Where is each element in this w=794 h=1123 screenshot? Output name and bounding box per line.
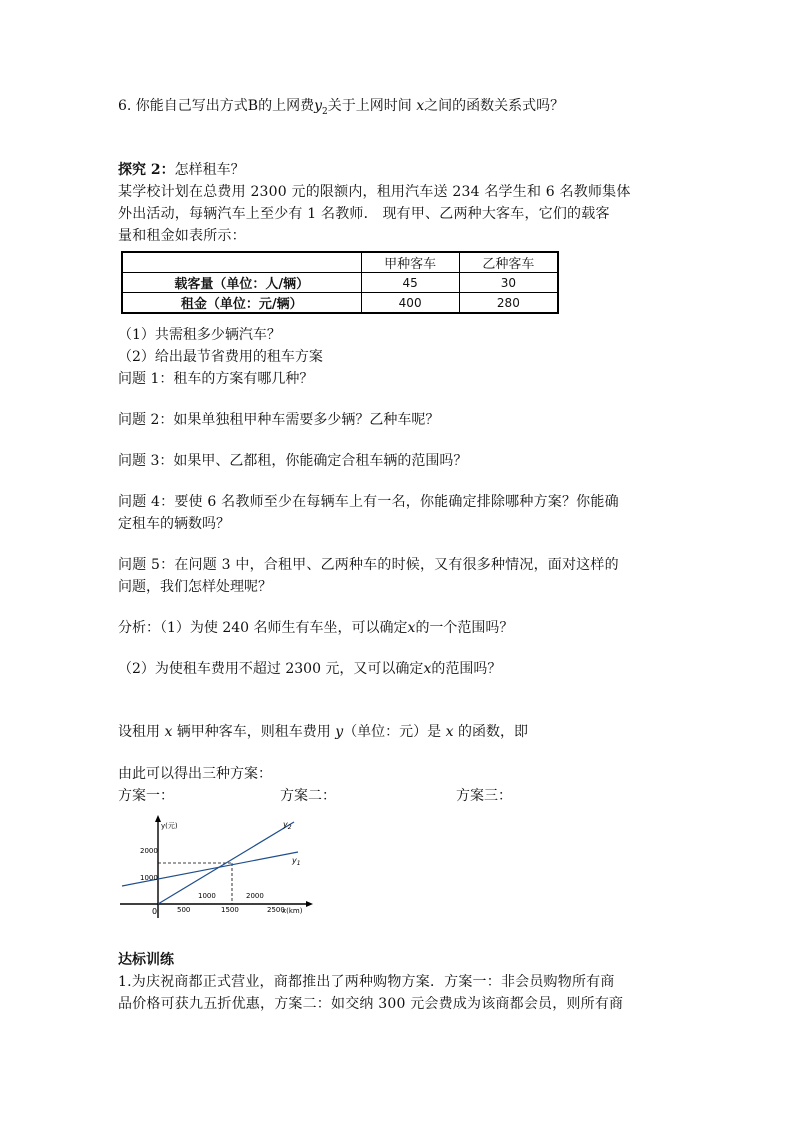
setup-pre: 设租用 [118,724,165,740]
setup-mid-2: （单位：元）是 [343,724,446,740]
line-y1-label: $y_1$ [292,856,301,867]
var-x: x [423,661,432,677]
analysis-2 [118,659,501,679]
x-tick-label: 500 [177,906,191,914]
plan-2-label: 方案二： [280,788,336,804]
plan-1-label: 方案一： [118,788,174,804]
table-cell-capacity-label: 载客量（单位：人/辆） [122,273,361,293]
table-cell: 45 [361,273,459,293]
explore-para-1: 某学校计划在总费用 2300 元的限额内，租用汽车送 234 名学生和 6 名教师集体 [118,184,631,200]
table-row [122,273,558,293]
cost-graph [118,812,318,922]
training-title: 达标训练 [118,952,174,968]
mid-tick-label: 1000 [198,892,216,900]
training-line-1: 1.为庆祝商都正式营业，商都推出了两种购物方案．方案一：非会员购物所有商 [118,974,615,990]
table-header-blank [122,252,361,273]
var-y: y [314,98,323,114]
y-tick-label: 1000 [140,874,158,882]
y-axis-label: y(元) [161,822,178,830]
x-axis-arrow [306,901,313,907]
analysis-1 [118,618,513,638]
analysis-2-pre: （2）为使租车费用不超过 2300 元，又可以确定 [118,661,424,677]
question-5-line-2: 问题，我们怎样处理呢？ [118,579,272,595]
question-6 [118,96,564,122]
var-x: x [445,724,454,740]
plans-intro: 由此可以得出三种方案： [118,766,272,782]
y-axis-arrow [155,815,161,822]
origin-label: 0 [152,907,158,916]
table-cell: 400 [361,293,459,314]
question-2: 问题 2：如果单独租甲种车需要多少辆？乙种车呢？ [118,412,440,428]
setup-statement [118,722,528,742]
plan-3-label: 方案三： [456,788,512,804]
q6-text-pre: 6. 你能自己写出方式B的上网费 [118,98,315,114]
var-y: y [335,724,344,740]
analysis-1-pre: 分析：（1）为使 240 名师生有车坐，可以确定 [118,620,408,636]
table-header-type-a: 甲种客车 [361,252,459,273]
var-x: x [164,724,173,740]
explore-subtitle: 怎样租车？ [174,162,245,178]
line-y2-label: $y_2$ [283,820,292,831]
x-axis-label: x(km) [282,907,303,915]
question-3: 问题 3：如果甲、乙都租，你能确定合租车辆的范围吗？ [118,453,468,469]
y-tick-label: 2000 [140,847,158,855]
var-x: x [407,620,416,636]
analysis-2-post: 的范围吗？ [431,661,502,677]
setup-post: 的函数，即 [453,724,528,740]
question-5-line-1: 问题 5：在问题 3 中，合租甲、乙两种车的时候，又有很多种情况，面对这样的 [118,557,619,573]
table-cell-rent-label: 租金（单位：元/辆） [122,293,361,314]
explore-para-3: 量和租金如表所示： [118,228,246,244]
task-1: （1）共需租多少辆汽车？ [118,327,281,343]
setup-mid-1: 辆甲种客车，则租车费用 [172,724,336,740]
training-line-2: 品价格可获九五折优惠，方案二：如交纳 300 元会费成为该商都会员，则所有商 [118,996,624,1012]
analysis-1-post: 的一个范围吗？ [415,620,514,636]
question-1: 问题 1：租车的方案有哪几种？ [118,371,314,387]
question-4-line-2: 定租车的辆数吗？ [118,516,230,532]
table-cell: 280 [459,293,558,314]
explore-para-2: 外出活动，每辆汽车上至少有 1 名教师． 现有甲、乙两种大客车，它们的载客 [118,206,610,222]
table-header-type-b: 乙种客车 [459,252,558,273]
q6-text-mid: 关于上网时间 [327,98,412,114]
x-tick-label: 2500 [267,906,285,914]
rental-table [121,251,559,314]
var-x: x [416,98,425,114]
table-cell: 30 [459,273,558,293]
q6-text-post: 之间的函数关系式吗？ [424,98,565,114]
subscript-2: 2 [322,106,328,117]
explore-title: 探究 2： [118,162,175,178]
table-header-row [122,252,558,273]
mid-tick-label: 2000 [246,892,264,900]
task-2: （2）给出最节省费用的租车方案 [118,349,323,365]
x-tick-label: 1500 [221,906,239,914]
explore-heading [118,160,245,180]
table-row [122,293,558,314]
question-4-line-1: 问题 4：要使 6 名教师至少在每辆车上有一名，你能确定排除哪种方案？你能确 [118,494,619,510]
